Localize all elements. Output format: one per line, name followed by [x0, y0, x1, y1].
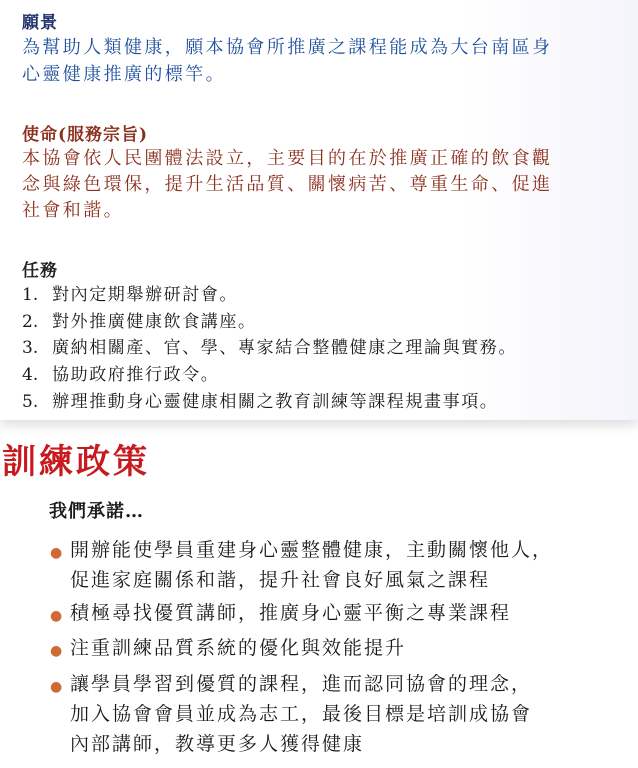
task-number: 2. [22, 312, 39, 332]
mission-title: 使命(服務宗旨) [22, 125, 149, 145]
policy-item-4-line-2: 加入協會會員並成為志工，最後目標是培訓成協會 [70, 703, 533, 725]
bullet-icon: ● [50, 608, 63, 624]
task-text: 辦理推動身心靈健康相關之教育訓練等課程規畫事項。 [52, 392, 499, 412]
policy-item-4-line-1: 讓學員學習到優質的課程，進而認同協會的理念， [70, 673, 533, 695]
task-item-2 [22, 314, 257, 331]
vision-title: 願景 [22, 13, 58, 33]
mission-line-2: 念與綠色環保，提升生活品質、關懷病苦、尊重生命、促進 [22, 174, 553, 195]
task-number: 3. [22, 338, 39, 358]
vision-line-2: 心靈健康推廣的標竿。 [22, 64, 226, 85]
task-text: 協助政府推行政令。 [52, 365, 220, 385]
promise-subheading: 我們承諾… [49, 501, 144, 522]
task-text: 對內定期舉辦研討會。 [52, 285, 238, 305]
task-text: 對外推廣健康飲食講座。 [52, 312, 257, 332]
policy-item-2-line-1: 積極尋找優質講師，推廣身心靈平衡之專業課程 [70, 602, 512, 624]
policy-item-3-line-1: 注重訓練品質系統的優化與效能提升 [70, 637, 407, 659]
policy-item-1-line-2: 促進家庭關係和諧，提升社會良好風氣之課程 [70, 569, 491, 591]
task-number: 5. [22, 392, 39, 412]
task-number: 4. [22, 365, 39, 385]
policy-item-1-line-1: 開辦能使學員重建身心靈整體健康，主動關懷他人， [70, 539, 554, 561]
bullet-icon: ● [50, 545, 63, 561]
task-text: 廣納相關產、官、學、專家結合整體健康之理論與實務。 [52, 338, 517, 358]
task-item-5 [22, 394, 498, 411]
tasks-title: 任務 [22, 261, 58, 281]
training-policy-heading: 訓練政策 [2, 442, 150, 482]
mission-line-3: 社會和諧。 [22, 200, 124, 221]
bullet-icon: ● [50, 643, 63, 659]
vision-line-1: 為幫助人類健康，願本協會所推廣之課程能成為大台南區身 [22, 37, 553, 58]
policy-item-4-line-3: 內部講師，教導更多人獲得健康 [70, 733, 365, 755]
task-item-1 [22, 287, 238, 304]
task-number: 1. [22, 285, 39, 305]
mission-line-1: 本協會依人民團體法設立，主要目的在於推廣正確的飲食觀 [22, 148, 553, 169]
task-item-3 [22, 340, 517, 357]
bullet-icon: ● [50, 679, 63, 695]
task-item-4 [22, 367, 219, 384]
